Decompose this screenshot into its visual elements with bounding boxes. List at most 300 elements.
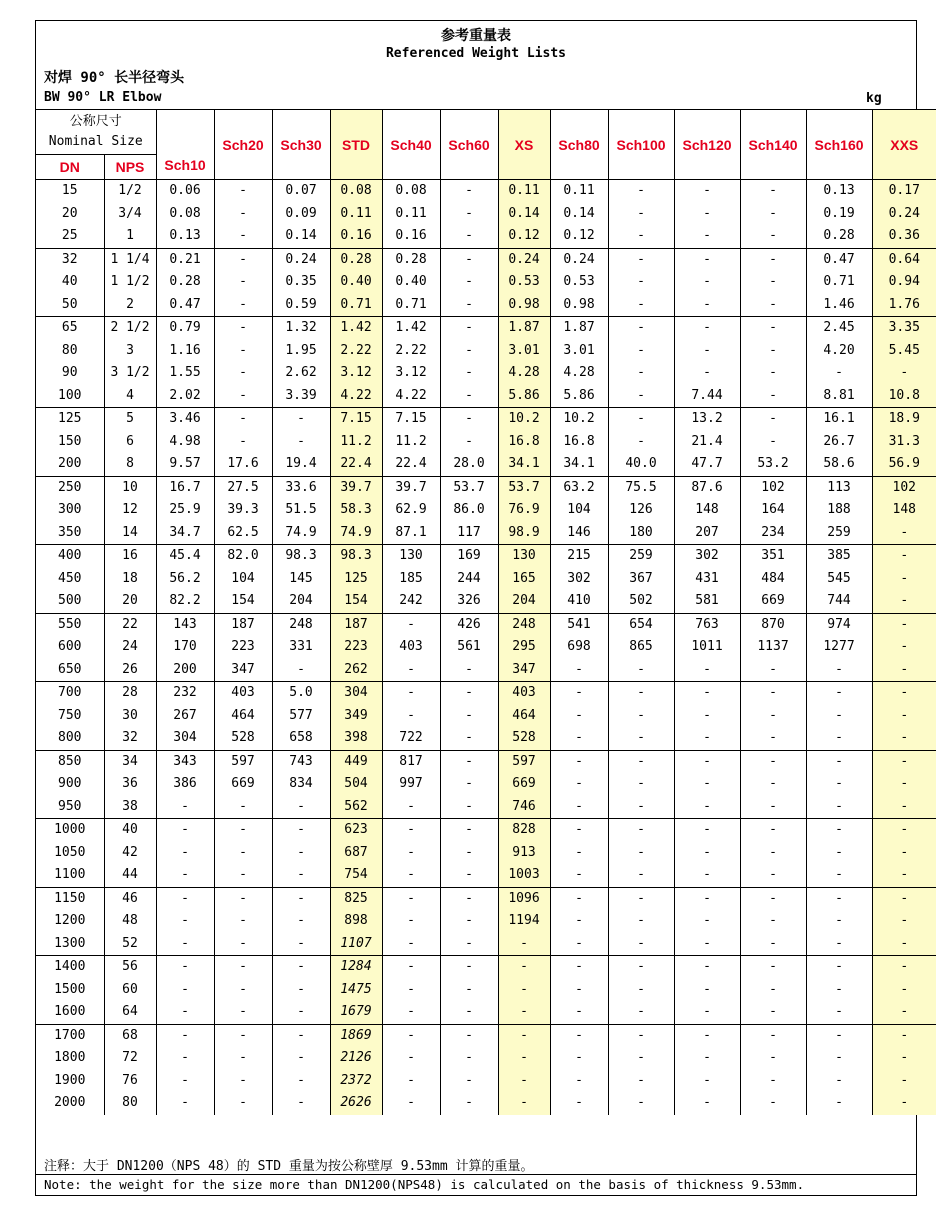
- cell-sch10: 56.2: [156, 568, 214, 591]
- table-row: [36, 590, 936, 613]
- cell-nps: 12: [104, 499, 156, 522]
- cell-std: 1107: [330, 933, 382, 956]
- cell-sch30: 0.14: [272, 225, 330, 248]
- cell-xs: 0.53: [498, 271, 550, 294]
- cell-sch140: -: [740, 203, 806, 226]
- cell-xs: -: [498, 1047, 550, 1070]
- col-header-sch100: Sch100: [608, 110, 674, 180]
- cell-xs: -: [498, 1001, 550, 1024]
- cell-sch160: -: [806, 887, 872, 910]
- cell-sch160: -: [806, 979, 872, 1002]
- table-row: [36, 431, 936, 454]
- cell-nps: 5: [104, 408, 156, 431]
- cell-xs: 1003: [498, 864, 550, 887]
- cell-xxs: 0.24: [872, 203, 936, 226]
- table-row: [36, 933, 936, 956]
- cell-sch40: 0.40: [382, 271, 440, 294]
- cell-xxs: -: [872, 659, 936, 682]
- cell-std: 0.40: [330, 271, 382, 294]
- cell-nps: 1 1/4: [104, 248, 156, 271]
- cell-sch100: -: [608, 887, 674, 910]
- cell-sch140: -: [740, 956, 806, 979]
- cell-sch80: -: [550, 819, 608, 842]
- cell-sch120: -: [674, 294, 740, 317]
- cell-std: 1475: [330, 979, 382, 1002]
- cell-sch40: -: [382, 887, 440, 910]
- cell-dn: 65: [36, 317, 104, 340]
- cell-xxs: 3.35: [872, 317, 936, 340]
- cell-sch160: 259: [806, 522, 872, 545]
- cell-sch60: -: [440, 773, 498, 796]
- cell-sch160: 1277: [806, 636, 872, 659]
- cell-xxs: -: [872, 1047, 936, 1070]
- cell-nps: 4: [104, 385, 156, 408]
- cell-sch120: 13.2: [674, 408, 740, 431]
- table-row: [36, 819, 936, 842]
- cell-xxs: -: [872, 933, 936, 956]
- col-header-sch40: Sch40: [382, 110, 440, 180]
- cell-sch100: -: [608, 910, 674, 933]
- cell-xxs: -: [872, 568, 936, 591]
- table-row: [36, 385, 936, 408]
- cell-sch10: 45.4: [156, 545, 214, 568]
- cell-nps: 40: [104, 819, 156, 842]
- cell-sch120: -: [674, 340, 740, 363]
- cell-sch10: -: [156, 933, 214, 956]
- cell-sch30: -: [272, 1024, 330, 1047]
- cell-sch120: -: [674, 248, 740, 271]
- cell-sch40: -: [382, 659, 440, 682]
- cell-std: 125: [330, 568, 382, 591]
- cell-std: 754: [330, 864, 382, 887]
- cell-sch30: -: [272, 819, 330, 842]
- cell-sch100: -: [608, 979, 674, 1002]
- cell-sch100: -: [608, 933, 674, 956]
- cell-sch140: 234: [740, 522, 806, 545]
- cell-sch30: -: [272, 887, 330, 910]
- cell-sch10: -: [156, 979, 214, 1002]
- cell-xxs: 0.17: [872, 180, 936, 203]
- cell-nps: 10: [104, 476, 156, 499]
- cell-sch20: -: [214, 1024, 272, 1047]
- weight-table: [36, 109, 936, 1115]
- cell-sch30: 5.0: [272, 682, 330, 705]
- cell-sch80: 215: [550, 545, 608, 568]
- table-row: [36, 499, 936, 522]
- cell-sch100: -: [608, 956, 674, 979]
- cell-xs: 0.11: [498, 180, 550, 203]
- cell-sch10: 0.28: [156, 271, 214, 294]
- cell-sch120: -: [674, 1047, 740, 1070]
- cell-sch160: -: [806, 819, 872, 842]
- cell-sch10: 0.08: [156, 203, 214, 226]
- cell-sch40: -: [382, 864, 440, 887]
- cell-sch40: 0.08: [382, 180, 440, 203]
- cell-sch10: -: [156, 1024, 214, 1047]
- cell-sch60: -: [440, 750, 498, 773]
- cell-sch120: 21.4: [674, 431, 740, 454]
- cell-sch80: -: [550, 1092, 608, 1115]
- cell-sch80: -: [550, 682, 608, 705]
- cell-sch30: 51.5: [272, 499, 330, 522]
- col-header-dn: DN: [36, 155, 104, 180]
- cell-sch160: 545: [806, 568, 872, 591]
- table-row: [36, 1001, 936, 1024]
- cell-sch120: -: [674, 362, 740, 385]
- cell-xxs: 5.45: [872, 340, 936, 363]
- cell-sch80: -: [550, 979, 608, 1002]
- cell-sch30: 248: [272, 613, 330, 636]
- cell-xs: -: [498, 1092, 550, 1115]
- cell-dn: 125: [36, 408, 104, 431]
- cell-sch10: 343: [156, 750, 214, 773]
- cell-sch40: 0.11: [382, 203, 440, 226]
- table-row: [36, 203, 936, 226]
- cell-xs: 1096: [498, 887, 550, 910]
- table-row: [36, 750, 936, 773]
- cell-sch160: -: [806, 933, 872, 956]
- cell-sch60: -: [440, 408, 498, 431]
- cell-sch80: -: [550, 887, 608, 910]
- cell-sch10: 1.55: [156, 362, 214, 385]
- cell-nps: 1/2: [104, 180, 156, 203]
- cell-sch120: -: [674, 842, 740, 865]
- cell-sch20: -: [214, 1070, 272, 1093]
- col-header-xxs: XXS: [872, 110, 936, 180]
- cell-nps: 56: [104, 956, 156, 979]
- cell-sch80: 0.24: [550, 248, 608, 271]
- cell-sch10: 170: [156, 636, 214, 659]
- cell-nps: 1: [104, 225, 156, 248]
- cell-sch10: -: [156, 1047, 214, 1070]
- weight-table-sheet: [35, 20, 920, 1196]
- cell-sch100: 367: [608, 568, 674, 591]
- cell-sch100: -: [608, 362, 674, 385]
- cell-sch10: 232: [156, 682, 214, 705]
- cell-nps: 34: [104, 750, 156, 773]
- cell-sch120: -: [674, 796, 740, 819]
- note-divider: [36, 1174, 916, 1175]
- cell-sch60: -: [440, 705, 498, 728]
- cell-nps: 30: [104, 705, 156, 728]
- table-row: [36, 773, 936, 796]
- cell-sch30: -: [272, 933, 330, 956]
- cell-sch10: 0.21: [156, 248, 214, 271]
- cell-sch60: 244: [440, 568, 498, 591]
- cell-xs: -: [498, 979, 550, 1002]
- cell-sch160: 16.1: [806, 408, 872, 431]
- col-header-std: STD: [330, 110, 382, 180]
- cell-sch120: 47.7: [674, 453, 740, 476]
- cell-sch120: -: [674, 1001, 740, 1024]
- cell-sch80: 63.2: [550, 476, 608, 499]
- cell-sch40: -: [382, 1070, 440, 1093]
- cell-sch80: 5.86: [550, 385, 608, 408]
- unit-label: kg: [866, 91, 882, 106]
- cell-xxs: -: [872, 910, 936, 933]
- cell-sch40: 2.22: [382, 340, 440, 363]
- cell-std: 1679: [330, 1001, 382, 1024]
- cell-sch160: 113: [806, 476, 872, 499]
- table-body: [36, 180, 936, 1115]
- cell-sch160: -: [806, 773, 872, 796]
- cell-sch160: -: [806, 1047, 872, 1070]
- cell-sch10: -: [156, 819, 214, 842]
- cell-sch100: -: [608, 408, 674, 431]
- cell-nps: 8: [104, 453, 156, 476]
- cell-sch160: -: [806, 1001, 872, 1024]
- cell-sch10: 16.7: [156, 476, 214, 499]
- cell-sch20: -: [214, 979, 272, 1002]
- cell-sch20: -: [214, 408, 272, 431]
- table-row: [36, 887, 936, 910]
- cell-sch40: 0.16: [382, 225, 440, 248]
- cell-sch60: -: [440, 864, 498, 887]
- cell-sch10: 143: [156, 613, 214, 636]
- cell-sch160: -: [806, 796, 872, 819]
- cell-xxs: -: [872, 590, 936, 613]
- cell-sch20: 528: [214, 727, 272, 750]
- cell-sch160: -: [806, 705, 872, 728]
- cell-sch40: -: [382, 1001, 440, 1024]
- cell-sch60: 426: [440, 613, 498, 636]
- cell-std: 2.22: [330, 340, 382, 363]
- cell-sch30: 2.62: [272, 362, 330, 385]
- cell-std: 623: [330, 819, 382, 842]
- cell-nps: 2: [104, 294, 156, 317]
- cell-sch80: 4.28: [550, 362, 608, 385]
- cell-sch120: 763: [674, 613, 740, 636]
- cell-sch100: -: [608, 842, 674, 865]
- cell-sch20: 27.5: [214, 476, 272, 499]
- cell-sch60: -: [440, 317, 498, 340]
- cell-nps: 3 1/2: [104, 362, 156, 385]
- title-english: Referenced Weight Lists: [385, 46, 566, 61]
- cell-sch140: -: [740, 1024, 806, 1047]
- cell-nps: 3/4: [104, 203, 156, 226]
- cell-sch40: -: [382, 979, 440, 1002]
- cell-dn: 1800: [54, 1050, 86, 1066]
- cell-nps: 18: [104, 568, 156, 591]
- cell-sch100: -: [608, 773, 674, 796]
- table-row: [36, 705, 936, 728]
- cell-sch100: -: [608, 431, 674, 454]
- cell-sch60: -: [440, 385, 498, 408]
- cell-dn: 850: [36, 750, 104, 773]
- cell-dn: 1200: [54, 913, 86, 929]
- table-row: [36, 864, 936, 887]
- cell-xs: 53.7: [498, 476, 550, 499]
- cell-sch60: 117: [440, 522, 498, 545]
- cell-sch30: 743: [272, 750, 330, 773]
- cell-sch160: -: [806, 682, 872, 705]
- cell-sch10: -: [156, 1092, 214, 1115]
- cell-sch140: -: [740, 887, 806, 910]
- cell-sch10: 9.57: [156, 453, 214, 476]
- table-row: [36, 682, 936, 705]
- cell-sch40: -: [382, 1092, 440, 1115]
- cell-xs: 0.98: [498, 294, 550, 317]
- cell-sch140: -: [740, 705, 806, 728]
- cell-dn: 1400: [36, 956, 104, 979]
- cell-xs: 76.9: [498, 499, 550, 522]
- cell-sch80: 3.01: [550, 340, 608, 363]
- cell-dn: 80: [61, 342, 78, 358]
- cell-xxs: -: [872, 819, 936, 842]
- cell-sch60: -: [440, 956, 498, 979]
- cell-sch100: -: [608, 225, 674, 248]
- table-row: [36, 294, 936, 317]
- cell-sch30: 0.09: [272, 203, 330, 226]
- cell-sch40: 62.9: [382, 499, 440, 522]
- cell-sch120: -: [674, 317, 740, 340]
- cell-sch80: 10.2: [550, 408, 608, 431]
- table-row: [36, 1024, 936, 1047]
- cell-sch120: -: [674, 979, 740, 1002]
- cell-sch10: -: [156, 1001, 214, 1024]
- cell-xs: 0.14: [498, 203, 550, 226]
- cell-sch160: -: [806, 659, 872, 682]
- cell-sch10: 25.9: [156, 499, 214, 522]
- cell-sch80: 698: [550, 636, 608, 659]
- cell-sch30: 834: [272, 773, 330, 796]
- cell-sch80: -: [550, 659, 608, 682]
- cell-sch80: 0.12: [550, 225, 608, 248]
- cell-sch80: -: [550, 842, 608, 865]
- cell-nps: 42: [104, 842, 156, 865]
- cell-sch10: 0.06: [156, 180, 214, 203]
- table-row: [36, 317, 936, 340]
- cell-std: 0.28: [330, 248, 382, 271]
- cell-dn: 550: [36, 613, 104, 636]
- cell-sch20: 62.5: [214, 522, 272, 545]
- cell-std: 2626: [330, 1092, 382, 1115]
- cell-xs: 295: [498, 636, 550, 659]
- cell-sch20: -: [214, 796, 272, 819]
- table-row: [36, 1047, 936, 1070]
- cell-sch10: 4.98: [156, 431, 214, 454]
- cell-dn: 350: [58, 524, 82, 540]
- cell-sch30: 204: [272, 590, 330, 613]
- cell-sch140: -: [740, 864, 806, 887]
- cell-sch140: -: [740, 933, 806, 956]
- cell-sch30: -: [272, 1047, 330, 1070]
- cell-xs: -: [498, 956, 550, 979]
- cell-sch140: 102: [740, 476, 806, 499]
- cell-std: 1869: [330, 1024, 382, 1047]
- cell-sch120: -: [674, 750, 740, 773]
- cell-xxs: -: [872, 796, 936, 819]
- cell-sch60: 53.7: [440, 476, 498, 499]
- table-row: [36, 362, 936, 385]
- cell-dn: 800: [58, 730, 82, 746]
- cell-xs: 913: [498, 842, 550, 865]
- cell-sch140: 351: [740, 545, 806, 568]
- cell-sch40: 1.42: [382, 317, 440, 340]
- cell-xxs: -: [872, 362, 936, 385]
- cell-sch160: 8.81: [806, 385, 872, 408]
- cell-sch120: -: [674, 864, 740, 887]
- cell-xxs: 0.36: [872, 225, 936, 248]
- cell-sch60: -: [440, 796, 498, 819]
- cell-std: 349: [330, 705, 382, 728]
- cell-std: 98.3: [330, 545, 382, 568]
- cell-xs: 204: [498, 590, 550, 613]
- table-row: [36, 248, 936, 271]
- cell-sch10: -: [156, 842, 214, 865]
- cell-sch80: 146: [550, 522, 608, 545]
- cell-sch100: -: [608, 682, 674, 705]
- cell-sch40: 403: [382, 636, 440, 659]
- cell-sch30: 19.4: [272, 453, 330, 476]
- cell-xs: 165: [498, 568, 550, 591]
- cell-sch100: -: [608, 796, 674, 819]
- cell-sch30: 1.32: [272, 317, 330, 340]
- cell-sch20: -: [214, 1001, 272, 1024]
- cell-dn: 20: [61, 205, 78, 221]
- cell-sch30: 658: [272, 727, 330, 750]
- cell-xxs: 102: [872, 476, 936, 499]
- cell-nps: 26: [104, 659, 156, 682]
- cell-dn: 200: [58, 456, 82, 472]
- cell-sch60: -: [440, 294, 498, 317]
- cell-nps: 3: [104, 340, 156, 363]
- cell-sch80: -: [550, 727, 608, 750]
- cell-nps: 68: [104, 1024, 156, 1047]
- cell-sch30: -: [272, 796, 330, 819]
- cell-sch140: -: [740, 340, 806, 363]
- cell-dn: 1600: [54, 1004, 86, 1020]
- cell-sch100: -: [608, 659, 674, 682]
- cell-xxs: -: [872, 864, 936, 887]
- cell-sch120: -: [674, 1024, 740, 1047]
- cell-nps: 36: [104, 773, 156, 796]
- cell-xs: 828: [498, 819, 550, 842]
- cell-sch40: 39.7: [382, 476, 440, 499]
- cell-sch80: 0.11: [550, 180, 608, 203]
- cell-sch160: -: [806, 910, 872, 933]
- cell-sch120: -: [674, 225, 740, 248]
- table-row: [36, 910, 936, 933]
- cell-sch30: -: [272, 1070, 330, 1093]
- table-row: [36, 522, 936, 545]
- cell-sch140: -: [740, 773, 806, 796]
- cell-std: 825: [330, 887, 382, 910]
- cell-sch80: 541: [550, 613, 608, 636]
- cell-sch30: -: [272, 431, 330, 454]
- cell-sch20: 104: [214, 568, 272, 591]
- cell-sch120: -: [674, 271, 740, 294]
- cell-sch80: 34.1: [550, 453, 608, 476]
- cell-std: 0.16: [330, 225, 382, 248]
- cell-sch80: -: [550, 1070, 608, 1093]
- cell-xxs: 0.64: [872, 248, 936, 271]
- cell-sch10: 304: [156, 727, 214, 750]
- cell-sch60: -: [440, 1070, 498, 1093]
- cell-sch160: -: [806, 1024, 872, 1047]
- cell-sch160: -: [806, 842, 872, 865]
- cell-sch10: 3.46: [156, 408, 214, 431]
- cell-sch40: 0.28: [382, 248, 440, 271]
- cell-sch80: -: [550, 933, 608, 956]
- cell-sch60: -: [440, 727, 498, 750]
- cell-dn: 90: [61, 365, 78, 381]
- cell-sch60: -: [440, 979, 498, 1002]
- cell-xxs: 1.76: [872, 294, 936, 317]
- cell-sch120: -: [674, 705, 740, 728]
- cell-dn: 250: [36, 476, 104, 499]
- cell-sch40: 11.2: [382, 431, 440, 454]
